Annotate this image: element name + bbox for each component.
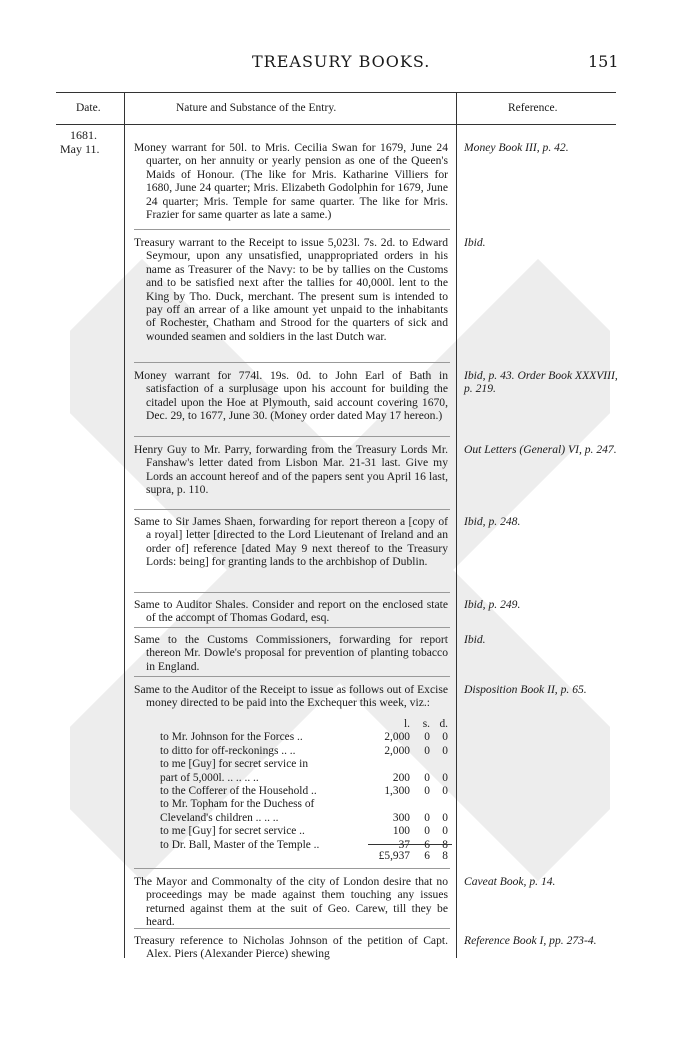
entry-6 [134, 598, 448, 625]
account-row: to me [Guy] for secret service .. 100 0 0 [160, 825, 448, 838]
running-title: TREASURY BOOKS. [252, 52, 431, 71]
entry-text: Money warrant for 774l. 19s. 0d. to John Earl of Bath in satisfaction of a surplusage upon his account for building the citadel upon the Hoe at Plymouth, said account covering 1670, Dec. 29, to 1677, June 30. (Money order dated May 17 hereon.) [134, 369, 448, 423]
reference-4: Out Letters (General) VI, p. 247. [464, 443, 617, 456]
entry-text: Same to Sir James Shaen, forwarding for report thereon a [copy of a royal] letter [directed to the Lord Lieutenant of Ireland and an order of] reference [dated May 9 next thereof to the Treasury Lords: being] for granting lands to the archbishop of Dublin. [134, 515, 448, 569]
reference-8: Disposition Book II, p. 65. [464, 683, 587, 696]
entry-separator [134, 229, 450, 230]
entry-text: Treasury reference to Nicholas Johnson of the petition of Capt. Alex. Piers (Alexander Pierce) shewing [134, 934, 448, 961]
reference-2: Ibid. [464, 236, 486, 249]
account-row: Cleveland's children .. .. .. 300 0 0 [160, 811, 448, 824]
entry-separator [134, 627, 450, 628]
entry-text: Same to Auditor Shales. Consider and report on the enclosed state of the accompt of Thomas Godard, esq. [134, 598, 448, 625]
reference-1: Money Book III, p. 42. [464, 141, 569, 154]
entry-1 [134, 141, 448, 221]
entry-text: Henry Guy to Mr. Parry, forwarding from the Treasury Lords Mr. Fanshaw's letter dated from Lisbon Mar. 21-31 last. Give my Lords an account hereof and of the papers sent you April 16 last, supra, p. 110. [134, 443, 448, 497]
entry-separator [134, 436, 450, 437]
entry-3 [134, 369, 448, 423]
reference-5: Ibid, p. 248. [464, 515, 521, 528]
column-header-nature: Nature and Substance of the Entry. [176, 102, 337, 114]
page-number: 151 [588, 52, 619, 71]
account-row: to me [Guy] for secret service in [160, 758, 309, 771]
account-total-row [160, 850, 460, 863]
date-year: 1681. [70, 128, 97, 142]
entry-separator [134, 676, 450, 677]
account-total-pounds: £5,937 [378, 850, 410, 862]
entry-10 [134, 934, 448, 961]
entry-separator [134, 509, 450, 510]
entry-7 [134, 633, 448, 673]
date-day: May 11. [60, 142, 100, 156]
reference-7: Ibid. [464, 633, 486, 646]
reference-9: Caveat Book, p. 14. [464, 875, 556, 888]
reference-6: Ibid, p. 249. [464, 598, 521, 611]
pence-header: d. [439, 718, 448, 730]
entry-separator [134, 362, 450, 363]
entry-text: Money warrant for 50l. to Mris. Cecilia Swan for 1679, June 24 quarter, on her annuity or yearly pension as one of the Queen's Maids of Honour. (The like for Mris. Katharine Villiers for 1680, June 24 quarter; Mris. Elizabeth Godolphin for 1679, June 24 quarter; Mris. Temple for same quarter. The like for Mris. Frazier for same quarter as late a same.) [134, 141, 448, 222]
entry-2 [134, 236, 448, 343]
entry-text: Treasury warrant to the Receipt to issue 5,023l. 7s. 2d. to Edward Seymour, upon any unsatisfied, unappropriated orders in his name as Treasurer of the Navy: to be by tallies on the Customs and to be satisfied next after the tallies for 40,000l. lent to the King by Tho. Duck, merchant. The present sum is intended to pay off an arrear of a like amount yet unpaid to the inhabitants of Rochester, Chatham and Strood for the quarters of sick and wounded seamen and soldiers in the last Dutch war. [134, 236, 448, 343]
account-row: to Mr. Topham for the Duchess of [160, 798, 315, 811]
entry-text: Same to the Auditor of the Receipt to issue as follows out of Excise money directed to be paid into the Exchequer this week, viz.: [134, 683, 448, 710]
entry-9 [134, 875, 448, 929]
account-total-pence: 8 [442, 850, 448, 862]
column-header-reference: Reference. [508, 102, 558, 114]
account-total-shillings: 6 [424, 850, 430, 862]
reference-10: Reference Book I, pp. 273-4. [464, 934, 597, 947]
column-header-date: Date. [76, 102, 101, 114]
entry-separator [134, 928, 450, 929]
entry-separator [134, 592, 450, 593]
entry-8 [134, 683, 448, 710]
header-rule-bottom [56, 124, 616, 125]
account-row: to ditto for off-reckonings .. .. 2,000 0 0 [160, 744, 448, 757]
entry-text: Same to the Customs Commissioners, forwarding for report thereon Mr. Dowle's proposal for prevention of planting tobacco in England. [134, 633, 448, 673]
column-divider-left [124, 92, 125, 958]
account-header-row [160, 718, 460, 731]
entry-separator [134, 868, 450, 869]
account-row: part of 5,000l. .. .. .. .. 200 0 0 [160, 771, 448, 784]
entry-4 [134, 443, 448, 497]
shillings-header: s. [422, 718, 430, 730]
account-row: to the Cofferer of the Household .. 1,300 0 0 [160, 784, 448, 797]
account-total-rule [368, 844, 452, 845]
account-row: to Dr. Ball, Master of the Temple .. [160, 838, 320, 851]
pounds-header: l. [403, 718, 410, 730]
account-row: to Mr. Johnson for the Forces .. 2,000 0 0 [160, 731, 448, 744]
entry-5 [134, 515, 448, 569]
entry-text: The Mayor and Commonalty of the city of London desire that no proceedings may be made against them touching any issues returned against them at the suit of Geo. Carew, till they be heard. [134, 875, 448, 929]
account-table [160, 718, 460, 852]
header-rule-top [56, 92, 616, 93]
reference-3: Ibid, p. 43. Order Book XXXVIII, p. 219. [464, 369, 618, 396]
